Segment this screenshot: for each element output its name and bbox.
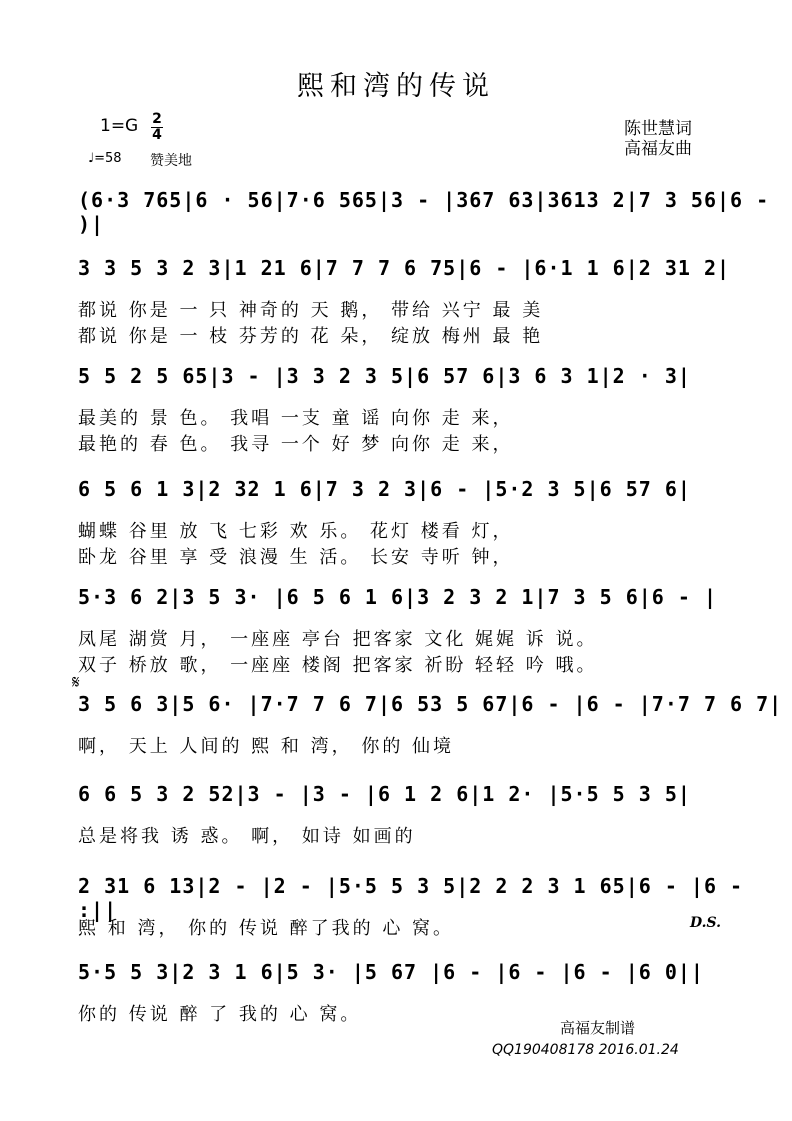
- lyric-line: 双子 桥放 歌， 一座座 楼阁 把客家 祈盼 轻轻 吟 哦。: [78, 655, 598, 676]
- lyric-line: 凤尾 湖赏 月， 一座座 亭台 把客家 文化 娓娓 诉 说。: [78, 629, 598, 650]
- tempo-marking: ♩=58: [88, 151, 122, 166]
- lyric-line: 你的 传说 醉 了 我的 心 窝。: [78, 1004, 362, 1025]
- lyric-line: 啊， 天上 人间的 熙 和 湾， 你的 仙境: [78, 736, 455, 757]
- lyric-line: 熙 和 湾， 你的 传说 醉了我的 心 窝。: [78, 918, 455, 939]
- lyric-line: 蝴蝶 谷里 放 飞 七彩 欢 乐。 花灯 楼看 灯，: [78, 521, 514, 542]
- credits: [624, 119, 692, 159]
- key-signature: 1=G: [100, 116, 139, 136]
- notation-line: (6·3 765|6 · 56|7·6 565|3 - |367 63|3613 2|7 3 56|6 - )|: [78, 188, 770, 236]
- notation-line: 6 6 5 3 2 52|3 - |3 - |6 1 2 6|1 2· |5·5 5 3 5|: [78, 782, 691, 806]
- lyric-line: 卧龙 谷里 享 受 浪漫 生 活。 长安 寺听 钟，: [78, 547, 514, 568]
- time-signature: [150, 112, 164, 143]
- notation-line: 5·5 5 3|2 3 1 6|5 3· |5 67 |6 - |6 - |6 - |6 0||: [78, 960, 704, 984]
- transcriber-credit: 高福友制谱: [560, 1019, 636, 1037]
- notation-line: 6 5 6 1 3|2 32 1 6|7 3 2 3|6 - |5·2 3 5|6 57 6|: [78, 477, 691, 501]
- notation-line: 2 31 6 13|2 - |2 - |5·5 5 3 5|2 2 2 3 1 65|6 - |6 - :||: [78, 874, 744, 922]
- notation-line: 3 5 6 3|5 6· |7·7 7 6 7|6 53 5 67|6 - |6 - |7·7 7 6 7|: [78, 692, 783, 716]
- notation-line: 3 3 5 3 2 3|1 21 6|7 7 7 6 75|6 - |6·1 1 6|2 31 2|: [78, 256, 731, 280]
- lyric-line: 最艳的 春 色。 我寻 一个 好 梦 向你 走 来，: [78, 434, 514, 455]
- lyric-line: 都说 你是 一 只 神奇的 天 鹅， 带给 兴宁 最 美: [78, 300, 544, 321]
- notation-line: 5 5 2 5 65|3 - |3 3 2 3 5|6 57 6|3 6 3 1|2 · 3|: [78, 364, 691, 388]
- transcription-date: QQ190408178 2016.01.24: [492, 1042, 679, 1058]
- lyricist: 陈世慧词: [624, 119, 692, 139]
- composer: 高福友曲: [624, 139, 692, 159]
- lyric-line: 总是将我 诱 惑。 啊， 如诗 如画的: [78, 826, 416, 847]
- lyric-line: 都说 你是 一 枝 芬芳的 花 朵， 绽放 梅州 最 艳: [78, 326, 544, 347]
- lyric-line: 最美的 景 色。 我唱 一支 童 谣 向你 走 来，: [78, 408, 514, 429]
- time-signature-bottom: 4: [152, 127, 162, 143]
- notation-line: 5·3 6 2|3 5 3· |6 5 6 1 6|3 2 3 2 1|7 3 5 6|6 - |: [78, 585, 718, 609]
- song-title: 熙和湾的传说: [297, 71, 495, 102]
- segno-sign: 𝄋: [72, 672, 80, 693]
- time-signature-top: 2: [152, 111, 162, 127]
- expression-marking: 赞美地: [150, 153, 192, 169]
- dal-segno-marking: D.S.: [690, 915, 722, 931]
